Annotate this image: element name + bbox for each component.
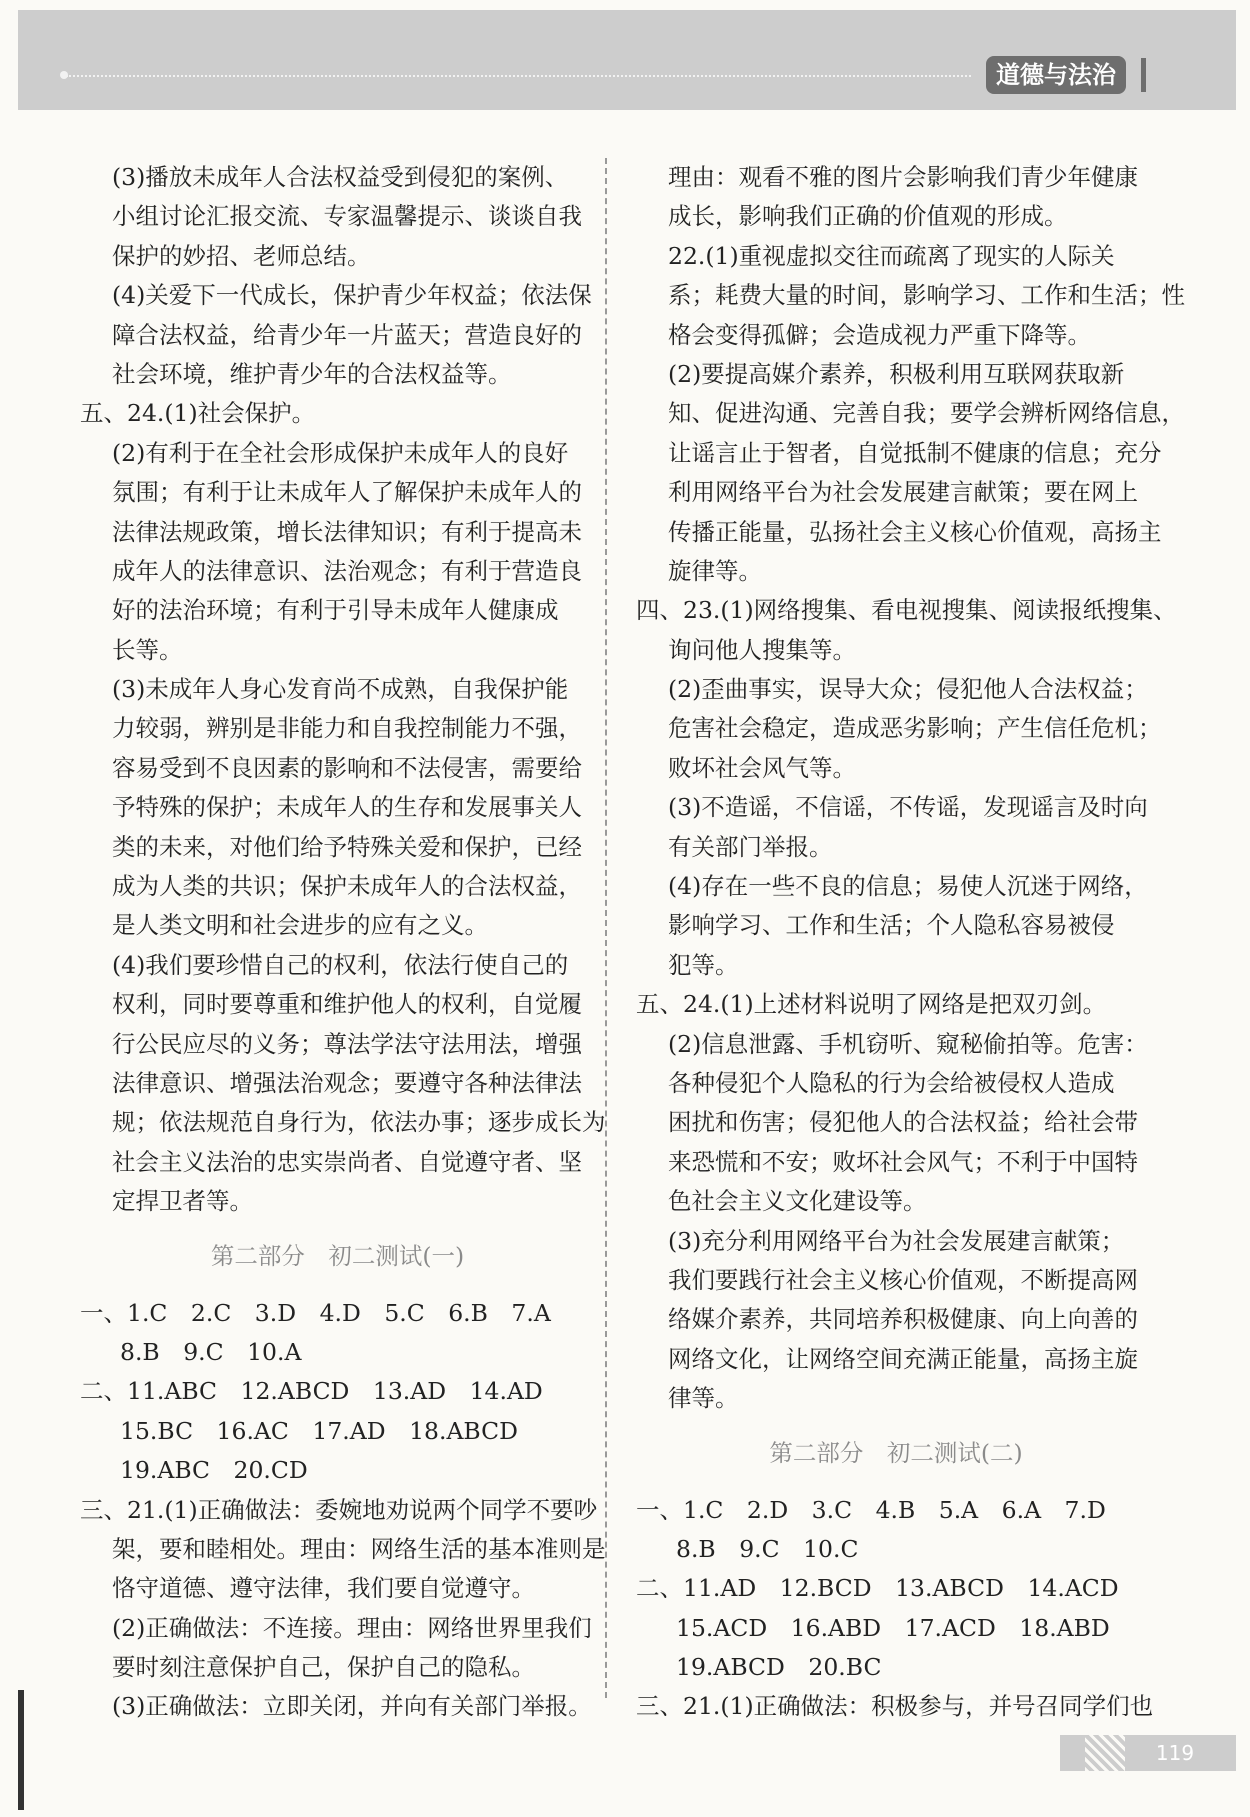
answer-line: 容易受到不良因素的影响和不法侵害，需要给 — [112, 753, 582, 782]
answer-line: (2)歪曲事实，误导大众；侵犯他人合法权益； — [668, 675, 1148, 704]
left-column — [80, 158, 606, 1727]
page-header — [18, 10, 1236, 110]
answer-line: (2)信息泄露、手机窃听、窥秘偷拍等。危害： — [668, 1029, 1148, 1058]
answer-line: 保护的妙招、老师总结。 — [112, 241, 371, 270]
answer-line: 力较弱，辨别是非能力和自我控制能力不强， — [112, 714, 582, 743]
answer-line: 小组讨论汇报交流、专家温馨提示、谈谈自我 — [112, 202, 582, 231]
answer-line: (2)有利于在全社会形成保护未成年人的良好 — [112, 438, 569, 467]
answer-line: 让谣言止于智者，自觉抵制不健康的信息；充分 — [668, 438, 1162, 467]
answer-line: 旋律等。 — [668, 556, 762, 585]
page-number: 119 — [1155, 1741, 1195, 1765]
answer-line: 8.B 9.C 10.C — [676, 1534, 859, 1563]
answer-line: 好的法治环境；有利于引导未成年人健康成 — [112, 596, 559, 625]
answer-line: 来恐慌和不安；败坏社会风气；不利于中国特 — [668, 1147, 1138, 1176]
section-title: 第二部分 初二测试(二) — [769, 1438, 1023, 1467]
answer-line: (3)正确做法：立即关闭，并向有关部门举报。 — [112, 1692, 592, 1721]
answer-line: 恪守道德、遵守法律，我们要自觉遵守。 — [112, 1574, 535, 1603]
answer-line: 五、24.(1)社会保护。 — [80, 399, 316, 428]
answer-line: 律等。 — [668, 1384, 739, 1413]
answer-line: 犯等。 — [668, 950, 739, 979]
answer-line: 格会变得孤僻；会造成视力严重下降等。 — [668, 320, 1091, 349]
answer-line: (4)关爱下一代成长，保护青少年权益；依法保 — [112, 281, 592, 310]
section-title: 第二部分 初二测试(一) — [210, 1241, 465, 1270]
answer-line: 成为人类的共识；保护未成年人的合法权益， — [112, 872, 582, 901]
answer-line: 类的未来，对他们给予特殊关爱和保护，已经 — [112, 832, 582, 861]
answer-line: 社会主义法治的忠实崇尚者、自觉遵守者、坚 — [112, 1147, 582, 1176]
answer-line: 传播正能量，弘扬社会主义核心价值观，高扬主 — [668, 517, 1162, 546]
answer-line: 法律意识、增强法治观念；要遵守各种法律法 — [112, 1068, 582, 1097]
answer-line: 15.BC 16.AC 17.AD 18.ABCD — [120, 1416, 518, 1445]
answer-line: 法律法规政策，增长法律知识；有利于提高未 — [112, 517, 582, 546]
answer-line: 我们要践行社会主义核心价值观，不断提高网 — [668, 1265, 1138, 1294]
page-edge-mark — [18, 1690, 24, 1810]
answer-line: 19.ABCD 20.BC — [676, 1653, 882, 1682]
answer-line: 三、21.(1)正确做法：委婉地劝说两个同学不要吵 — [80, 1495, 598, 1524]
answer-line: 氛围；有利于让未成年人了解保护未成年人的 — [112, 478, 582, 507]
page-tab-stripes — [1085, 1735, 1125, 1771]
answer-line: 络媒介素养，共同培养积极健康、向上向善的 — [668, 1305, 1138, 1334]
answer-line: 三、21.(1)正确做法：积极参与，并号召同学们也 — [636, 1692, 1154, 1721]
column-divider — [605, 158, 607, 1698]
answer-line: 一、1.C 2.C 3.D 4.D 5.C 6.B 7.A — [80, 1298, 551, 1327]
answer-line: (3)播放未成年人合法权益受到侵犯的案例、 — [112, 163, 569, 191]
answer-line: 权利，同时要尊重和维护他人的权利，自觉履 — [112, 990, 582, 1019]
answer-line: 障合法权益，给青少年一片蓝天；营造良好的 — [112, 320, 582, 349]
answer-line: 予特殊的保护；未成年人的生存和发展事关人 — [112, 793, 582, 822]
answer-line: 五、24.(1)上述材料说明了网络是把双刃剑。 — [636, 990, 1107, 1019]
header-bar — [1141, 58, 1146, 92]
answer-line: 询问他人搜集等。 — [668, 635, 856, 664]
answer-line: 利用网络平台为社会发展建言献策；要在网上 — [668, 478, 1138, 507]
right-column — [636, 158, 1185, 1727]
answer-line: 19.ABC 20.CD — [120, 1456, 308, 1485]
answer-line: 网络文化，让网络空间充满正能量，高扬主旋 — [668, 1344, 1138, 1373]
answer-line: 规；依法规范自身行为，依法办事；逐步成长为 — [112, 1108, 606, 1137]
answer-line: 是人类文明和社会进步的应有之义。 — [112, 911, 488, 940]
answer-line: 行公民应尽的义务；尊法学法守法用法，增强 — [112, 1029, 582, 1058]
answer-line: 一、1.C 2.D 3.C 4.B 5.A 6.A 7.D — [636, 1495, 1106, 1524]
answer-line: 8.B 9.C 10.A — [120, 1337, 302, 1366]
answer-line: 四、23.(1)网络搜集、看电视搜集、阅读报纸搜集、 — [636, 596, 1177, 625]
answer-line: 二、11.AD 12.BCD 13.ABCD 14.ACD — [636, 1574, 1119, 1603]
answer-line: 各种侵犯个人隐私的行为会给被侵权人造成 — [668, 1068, 1115, 1097]
answer-line: 危害社会稳定，造成恶劣影响；产生信任危机； — [668, 714, 1162, 743]
answer-line: (4)存在一些不良的信息；易使人沉迷于网络， — [668, 872, 1148, 901]
answer-line: 要时刻注意保护自己，保护自己的隐私。 — [112, 1653, 535, 1682]
answer-line: 败坏社会风气等。 — [668, 753, 856, 782]
answer-line: 成长，影响我们正确的价值观的形成。 — [668, 202, 1068, 231]
answer-line: 定捍卫者等。 — [112, 1187, 253, 1216]
answer-line: (3)未成年人身心发育尚不成熟，自我保护能 — [112, 675, 569, 704]
answer-line: 知、促进沟通、完善自我；要学会辨析网络信息， — [668, 399, 1185, 428]
answer-line: 长等。 — [112, 635, 183, 664]
answer-line: (3)充分利用网络平台为社会发展建言献策； — [668, 1226, 1125, 1255]
answer-line: 成年人的法律意识、法治观念；有利于营造良 — [112, 556, 582, 585]
answer-line: 理由：观看不雅的图片会影响我们青少年健康 — [668, 163, 1138, 191]
answer-line: 色社会主义文化建设等。 — [668, 1187, 927, 1216]
answer-line: 有关部门举报。 — [668, 832, 833, 861]
answer-line: (2)要提高媒介素养，积极利用互联网获取新 — [668, 359, 1125, 388]
answer-line: 架，要和睦相处。理由：网络生活的基本准则是 — [112, 1534, 606, 1563]
answer-line: 系；耗费大量的时间，影响学习、工作和生活；性 — [668, 281, 1185, 310]
answer-line: 影响学习、工作和生活；个人隐私容易被侵 — [668, 911, 1115, 940]
answer-line: (3)不造谣，不信谣，不传谣，发现谣言及时向 — [668, 793, 1148, 822]
header-dotted-line — [66, 75, 971, 77]
answer-line: (4)我们要珍惜自己的权利，依法行使自己的 — [112, 950, 569, 979]
answer-line: 困扰和伤害；侵犯他人的合法权益；给社会带 — [668, 1108, 1138, 1137]
answer-line: (2)正确做法：不连接。理由：网络世界里我们 — [112, 1613, 592, 1642]
answer-line: 15.ACD 16.ABD 17.ACD 18.ABD — [676, 1613, 1110, 1642]
answer-line: 22.(1)重视虚拟交往而疏离了现实的人际关 — [668, 241, 1115, 270]
answer-line: 二、11.ABC 12.ABCD 13.AD 14.AD — [80, 1377, 543, 1406]
answer-line: 社会环境，维护青少年的合法权益等。 — [112, 359, 512, 388]
subject-label: 道德与法治 — [986, 56, 1126, 94]
